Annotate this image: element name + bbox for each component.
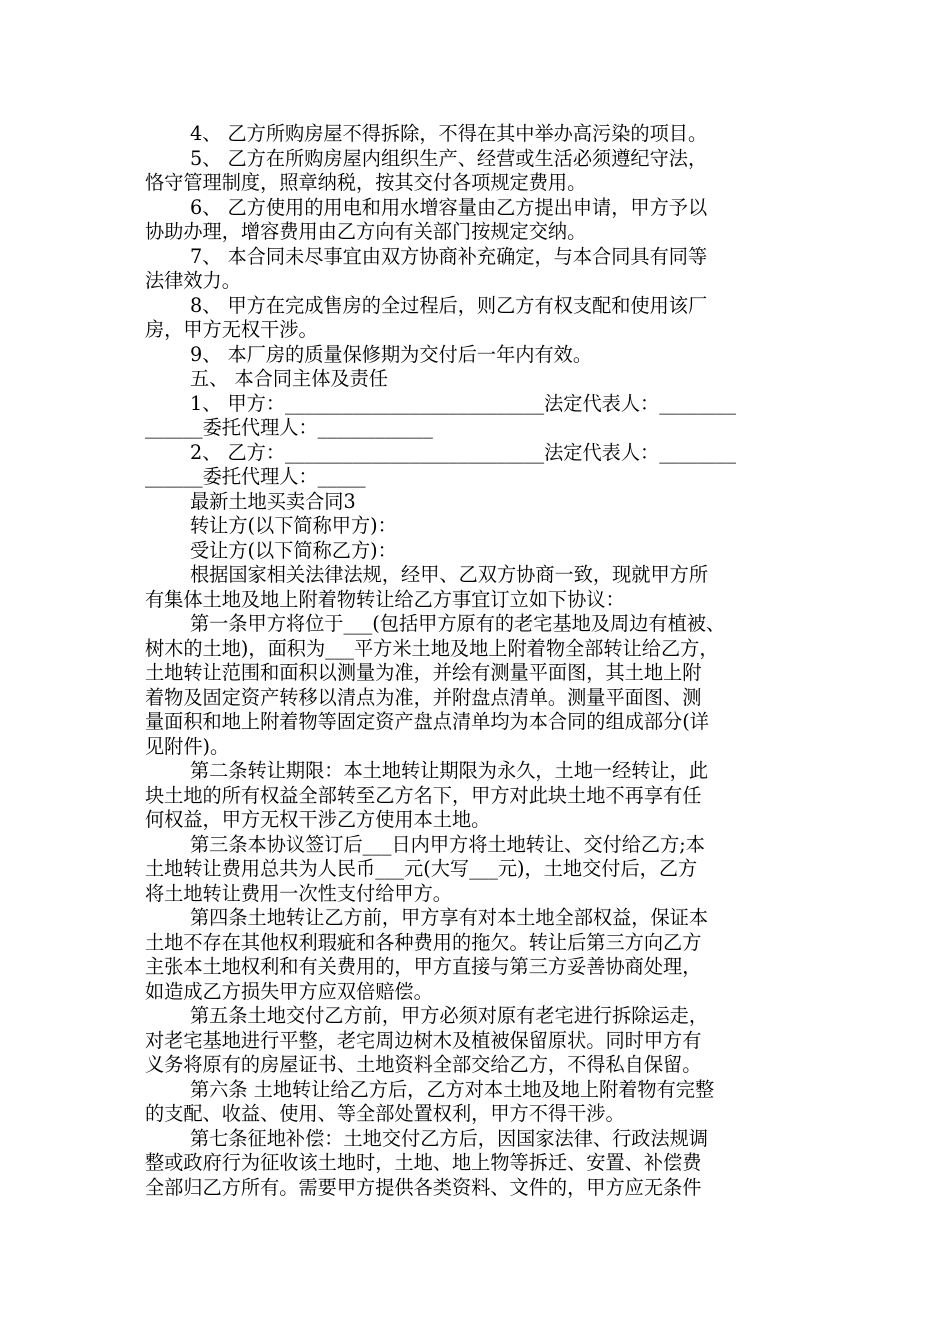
text-line: 着物及固定资产转移以清点为准，并附盘点清单。测量平面图、测 [145, 685, 702, 709]
text-line: 对老宅基地进行平整，老宅周边树木及植被保留原状。同时甲方有 [145, 1028, 702, 1052]
text-line: 第六条 土地转让给乙方后，乙方对本土地及地上附着物有完整 [190, 1077, 715, 1101]
text-line: 7、 本合同未尽事宜由双方协商补充确定，与本合同具有同等 [190, 244, 708, 268]
text-line: 的支配、收益、使用、等全部处置权利，甲方不得干涉。 [145, 1102, 625, 1125]
text-line: 全部归乙方所有。需要甲方提供各类资料、文件的，甲方应无条件 [145, 1175, 702, 1199]
text-line: 6、 乙方使用的用电和用水增容量由乙方提出申请，甲方予以 [190, 195, 708, 219]
text-line: 第一条甲方将位于___(包括甲方原有的老宅基地及周边有植被、 [190, 612, 726, 635]
text-line: 何权益，甲方无权干涉乙方使用本土地。 [145, 808, 491, 831]
text-line: ______委托代理人：____________ [145, 416, 433, 439]
text-line: 恪守管理制度，照章纳税，按其交付各项规定费用。 [145, 171, 587, 194]
text-line: 房，甲方无权干涉。 [145, 318, 318, 341]
text-line: 树木的土地)，面积为___平方米土地及地上附着物全部转让给乙方， [145, 636, 719, 660]
text-line: 转让方(以下简称甲方)： [190, 514, 397, 537]
text-line: 义务将原有的房屋证书、土地资料全部交给乙方，不得私自保留。 [145, 1053, 702, 1076]
text-line: 主张本土地权利和有关费用的，甲方直接与第三方妥善协商处理， [145, 955, 702, 978]
text-line: 协助办理，增容费用由乙方向有关部门按规定交纳。 [145, 220, 587, 243]
text-line: 将土地转让费用一次性支付给甲方。 [145, 881, 452, 905]
text-line: 第三条本协议签订后___日内甲方将土地转让、交付给乙方;本 [190, 832, 705, 856]
text-line: 1、 甲方：___________________________法定代表人：________ [190, 391, 736, 415]
text-line: 块土地的所有权益全部转至乙方名下，甲方对此块土地不再享有任 [145, 783, 702, 807]
document-body [145, 122, 808, 1200]
text-line: 土地不存在其他权利瑕疵和各种费用的拖欠。转让后第三方向乙方 [145, 930, 702, 954]
text-line: 2、 乙方：___________________________法定代表人：________ [190, 440, 736, 464]
text-line: 五、 本合同主体及责任 [190, 367, 388, 390]
text-line: 第五条土地交付乙方前，甲方必须对原有老宅进行拆除运走， [190, 1004, 709, 1027]
text-line: 第二条转让期限：本土地转让期限为永久，土地一经转让，此 [190, 759, 709, 782]
text-line: 第四条土地转让乙方前，甲方享有对本土地全部权益，保证本 [190, 906, 709, 929]
text-line: 5、 乙方在所购房屋内组织生产、经营或生活必须遵纪守法， [190, 146, 708, 170]
text-line: 土地转让范围和面积以测量为准，并绘有测量平面图，其土地上附 [145, 661, 702, 684]
text-line: 有集体土地及地上附着物转让给乙方事宜订立如下协议： [145, 587, 625, 611]
text-line: 见附件)。 [145, 734, 230, 758]
text-line: 如造成乙方损失甲方应双倍赔偿。 [145, 979, 433, 1003]
text-line: 量面积和地上附着物等固定资产盘点清单均为本合同的组成部分(详 [145, 710, 709, 733]
text-line: 根据国家相关法律法规，经甲、乙双方协商一致，现就甲方所 [190, 563, 709, 586]
text-line: 最新土地买卖合同3 [190, 489, 356, 513]
text-line: ______委托代理人：_____ [145, 465, 366, 488]
text-line: 整或政府行为征收该土地时，土地、地上物等拆迁、安置、补偿费 [145, 1151, 702, 1174]
text-line: 土地转让费用总共为人民币___元(大写___元)，土地交付后，乙方 [145, 857, 698, 880]
text-line: 法律效力。 [145, 269, 241, 292]
text-line: 9、 本厂房的质量保修期为交付后一年内有效。 [190, 342, 593, 366]
text-line: 8、 甲方在完成售房的全过程后，则乙方有权支配和使用该厂 [190, 293, 708, 317]
text-line: 第七条征地补偿：土地交付乙方后，因国家法律、行政法规调 [190, 1126, 709, 1150]
text-line: 4、 乙方所购房屋不得拆除，不得在其中举办高污染的项目。 [190, 122, 708, 145]
text-line: 受让方(以下简称乙方)： [190, 538, 397, 562]
